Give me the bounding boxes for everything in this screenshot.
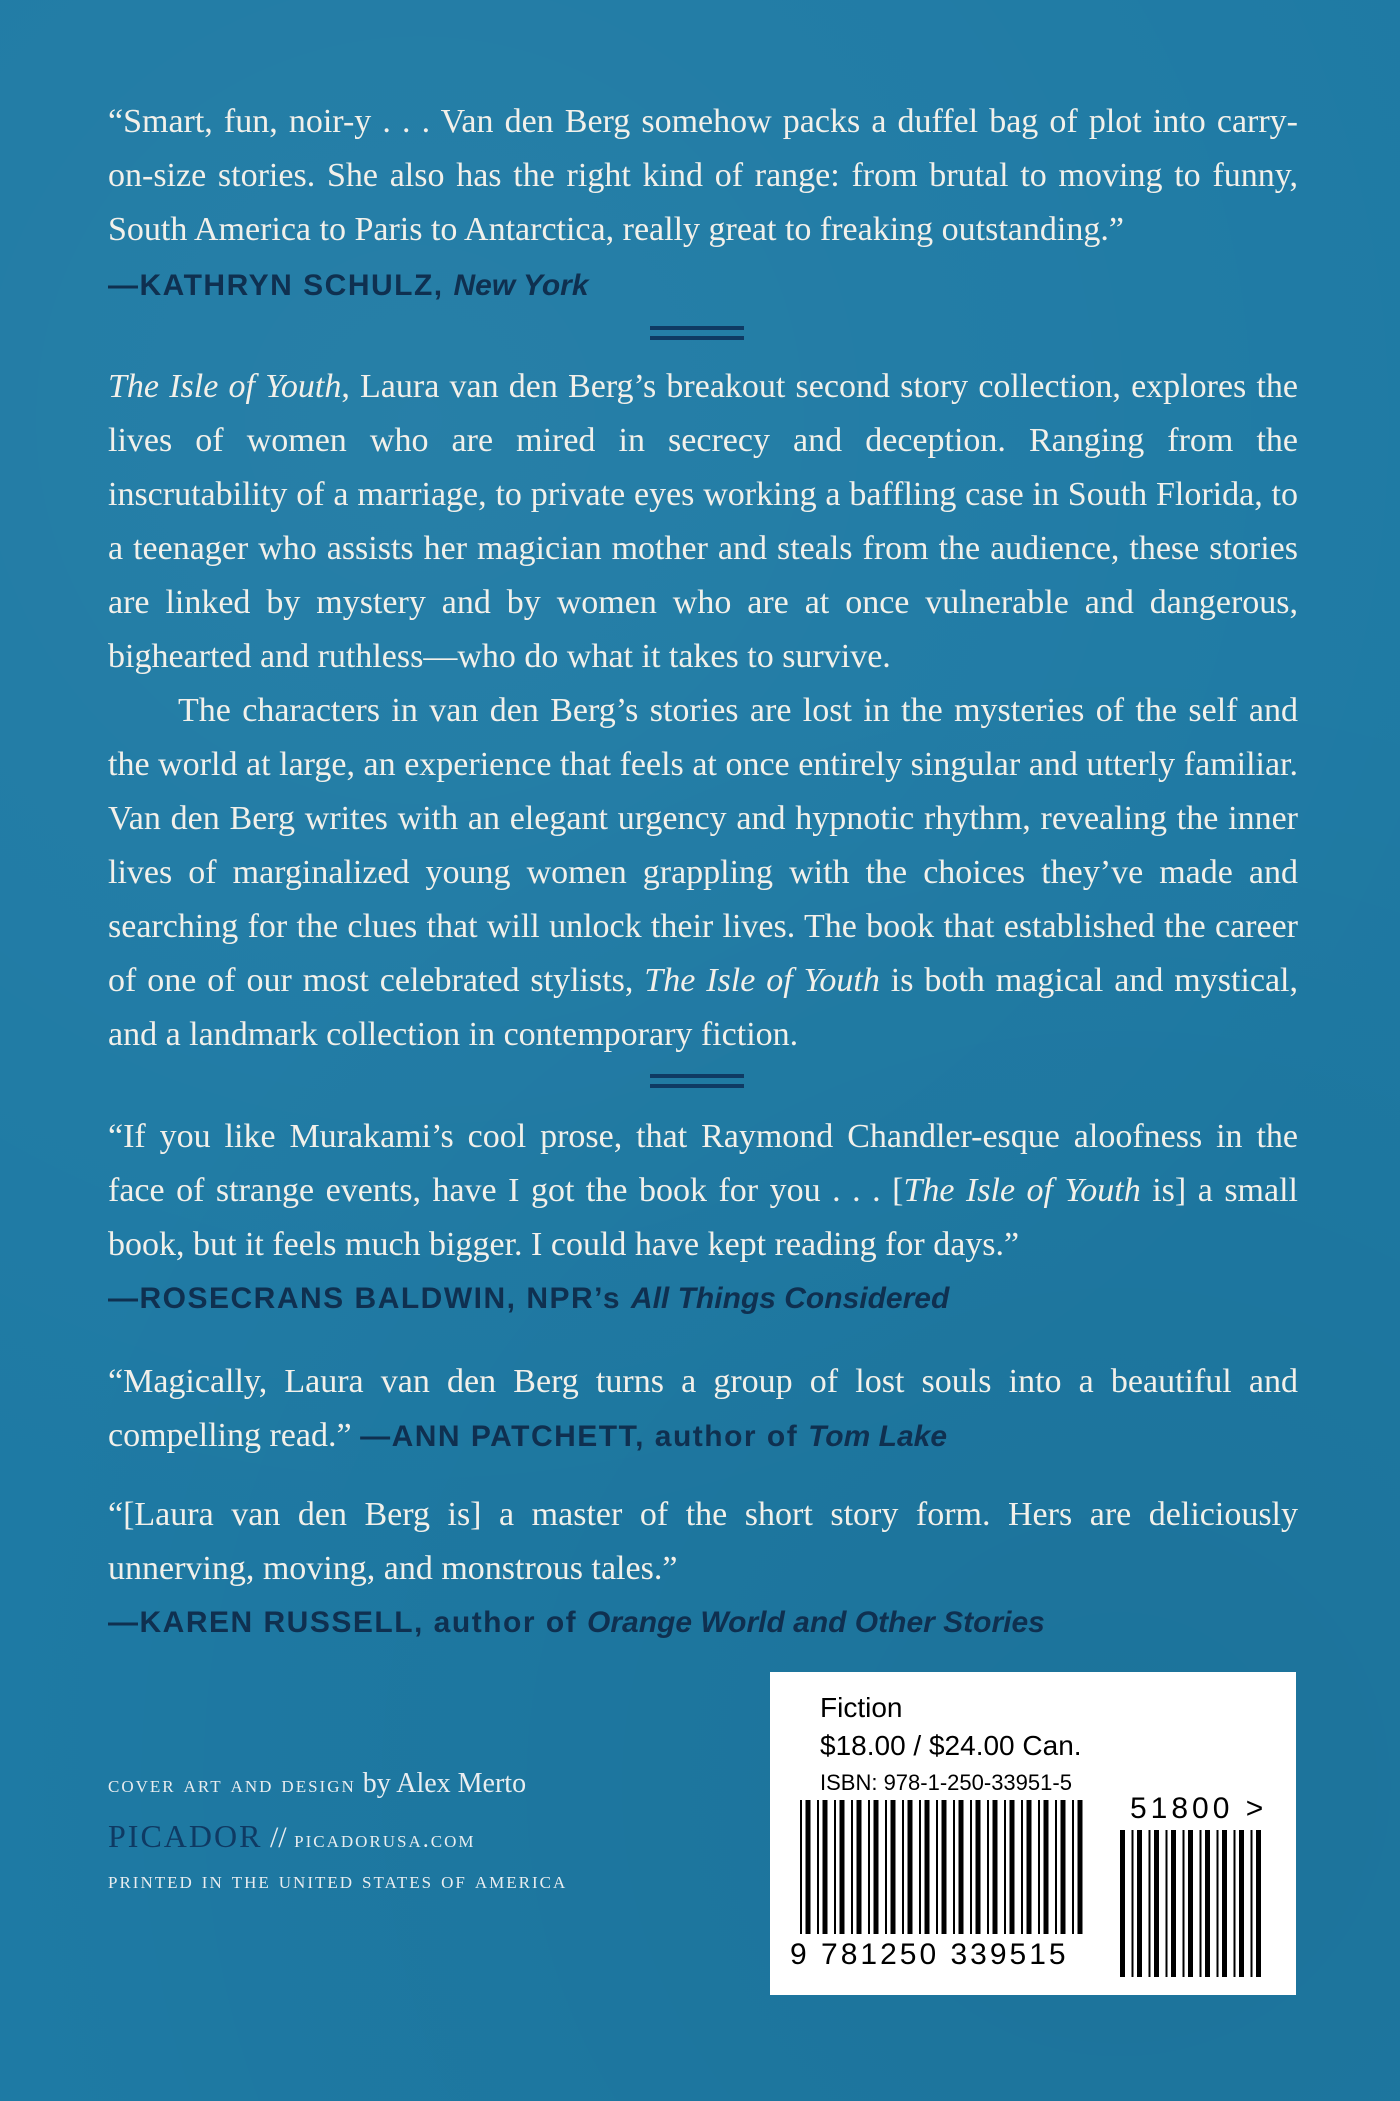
quote-text: “If you like Murakami’s cool prose, that Raymond Chandler-esque aloofness in the face of strange events, have I got the book for you . . . [The Isle of Youth is] a small book, but it feels much bigger. I could have kept reading for days.” [108, 1118, 1298, 1263]
description-paragraph-2 [108, 684, 1298, 1062]
category: Fiction [820, 1692, 903, 1723]
quote-text: “Magically, Laura van den Berg turns a group of lost souls into a beautiful and compelling read.” —ANN PATCHETT, author of Tom Lake [108, 1363, 1298, 1454]
attribution-name: —KATHRYN SCHULZ, [108, 269, 454, 302]
attribution-name: —ROSECRANS BALDWIN, NPR’s [108, 1282, 631, 1315]
book-description [108, 360, 1298, 1062]
price-code: 51800 > [1130, 1792, 1268, 1825]
publisher-line [108, 1813, 808, 1863]
book-title: The Isle of Youth [903, 1172, 1141, 1209]
attribution-source: Orange World and Other Stories [587, 1606, 1045, 1639]
quote-ann-patchett [108, 1355, 1298, 1464]
cover-credit [108, 1762, 808, 1807]
quote-karen-russell [108, 1488, 1298, 1650]
book-title: The Isle of Youth [108, 368, 342, 405]
section-divider [650, 326, 744, 340]
quote-text: “[Laura van den Berg is] a master of the short story form. Hers are deliciously unnerving, moving, and monstrous tales.” [108, 1496, 1298, 1587]
cover-credit-name: by Alex Merto [355, 1768, 527, 1799]
price: $18.00 / $24.00 Can. [820, 1730, 1082, 1761]
quote-kathryn-schulz [108, 95, 1298, 313]
barcode-label [770, 1672, 1296, 1995]
book-title: The Isle of Youth [644, 962, 880, 999]
description-text: is both magical and mystical, and a landmark collection in contemporary fiction. [108, 962, 1298, 1053]
printed-in: printed in the united states of america [108, 1868, 568, 1894]
cover-credit-label: cover art and design [108, 1772, 356, 1798]
attribution-source: All Things Considered [630, 1282, 950, 1315]
description-text: , Laura van den Berg’s breakout second story collection, explores the lives of women who are mired in secrecy and deception. Ranging from the inscrutability of a marriage, to private eyes working a baffling case in South Florida, to a teenager who assists her magician mother and steals from the audience, these stories are linked by mystery and by women who are at once vulnerable and dangerous, bighearted and ruthless—who do what it takes to survive. [108, 368, 1298, 675]
description-text: The characters in van den Berg’s stories are lost in the mysteries of the self and the world at large, an experience that feels at once entirely singular and utterly familiar. Van den Berg writes with an elegant urgency and hypnotic rhythm, revealing the inner lives of marginalized young women grappling with the choices they’ve made and searching for the clues that will unlock their lives. The book that established the career of one of our most celebrated stylists, [108, 692, 1298, 999]
quote-attribution [108, 259, 1298, 313]
section-divider [650, 1074, 744, 1088]
attribution-source: Tom Lake [808, 1420, 948, 1453]
barcode-digits: 9 781250 339515 [790, 1938, 1069, 1971]
attribution-name: —KAREN RUSSELL, author of [108, 1606, 587, 1639]
separator: // [262, 1821, 295, 1854]
quote-attribution [108, 1596, 1298, 1650]
quote-rosecrans-baldwin [108, 1110, 1298, 1326]
quote-attribution [108, 1272, 1298, 1326]
description-paragraph-1 [108, 360, 1298, 684]
attribution-name: —ANN PATCHETT, author of [360, 1420, 809, 1453]
publisher-website: picadorusa.com [294, 1827, 476, 1853]
credits [108, 1762, 808, 1899]
attribution-source: New York [453, 269, 589, 302]
quote-text: “Smart, fun, noir-y . . . Van den Berg somehow packs a duffel bag of plot into carry-on-size stories. She also has the right kind of range: from brutal to moving to funny, South America to Paris to Antarctica, really great to freaking outstanding.” [108, 103, 1298, 248]
isbn: ISBN: 978-1-250-33951-5 [820, 1770, 1072, 1795]
publisher-logo: PICADOR [108, 1818, 263, 1854]
